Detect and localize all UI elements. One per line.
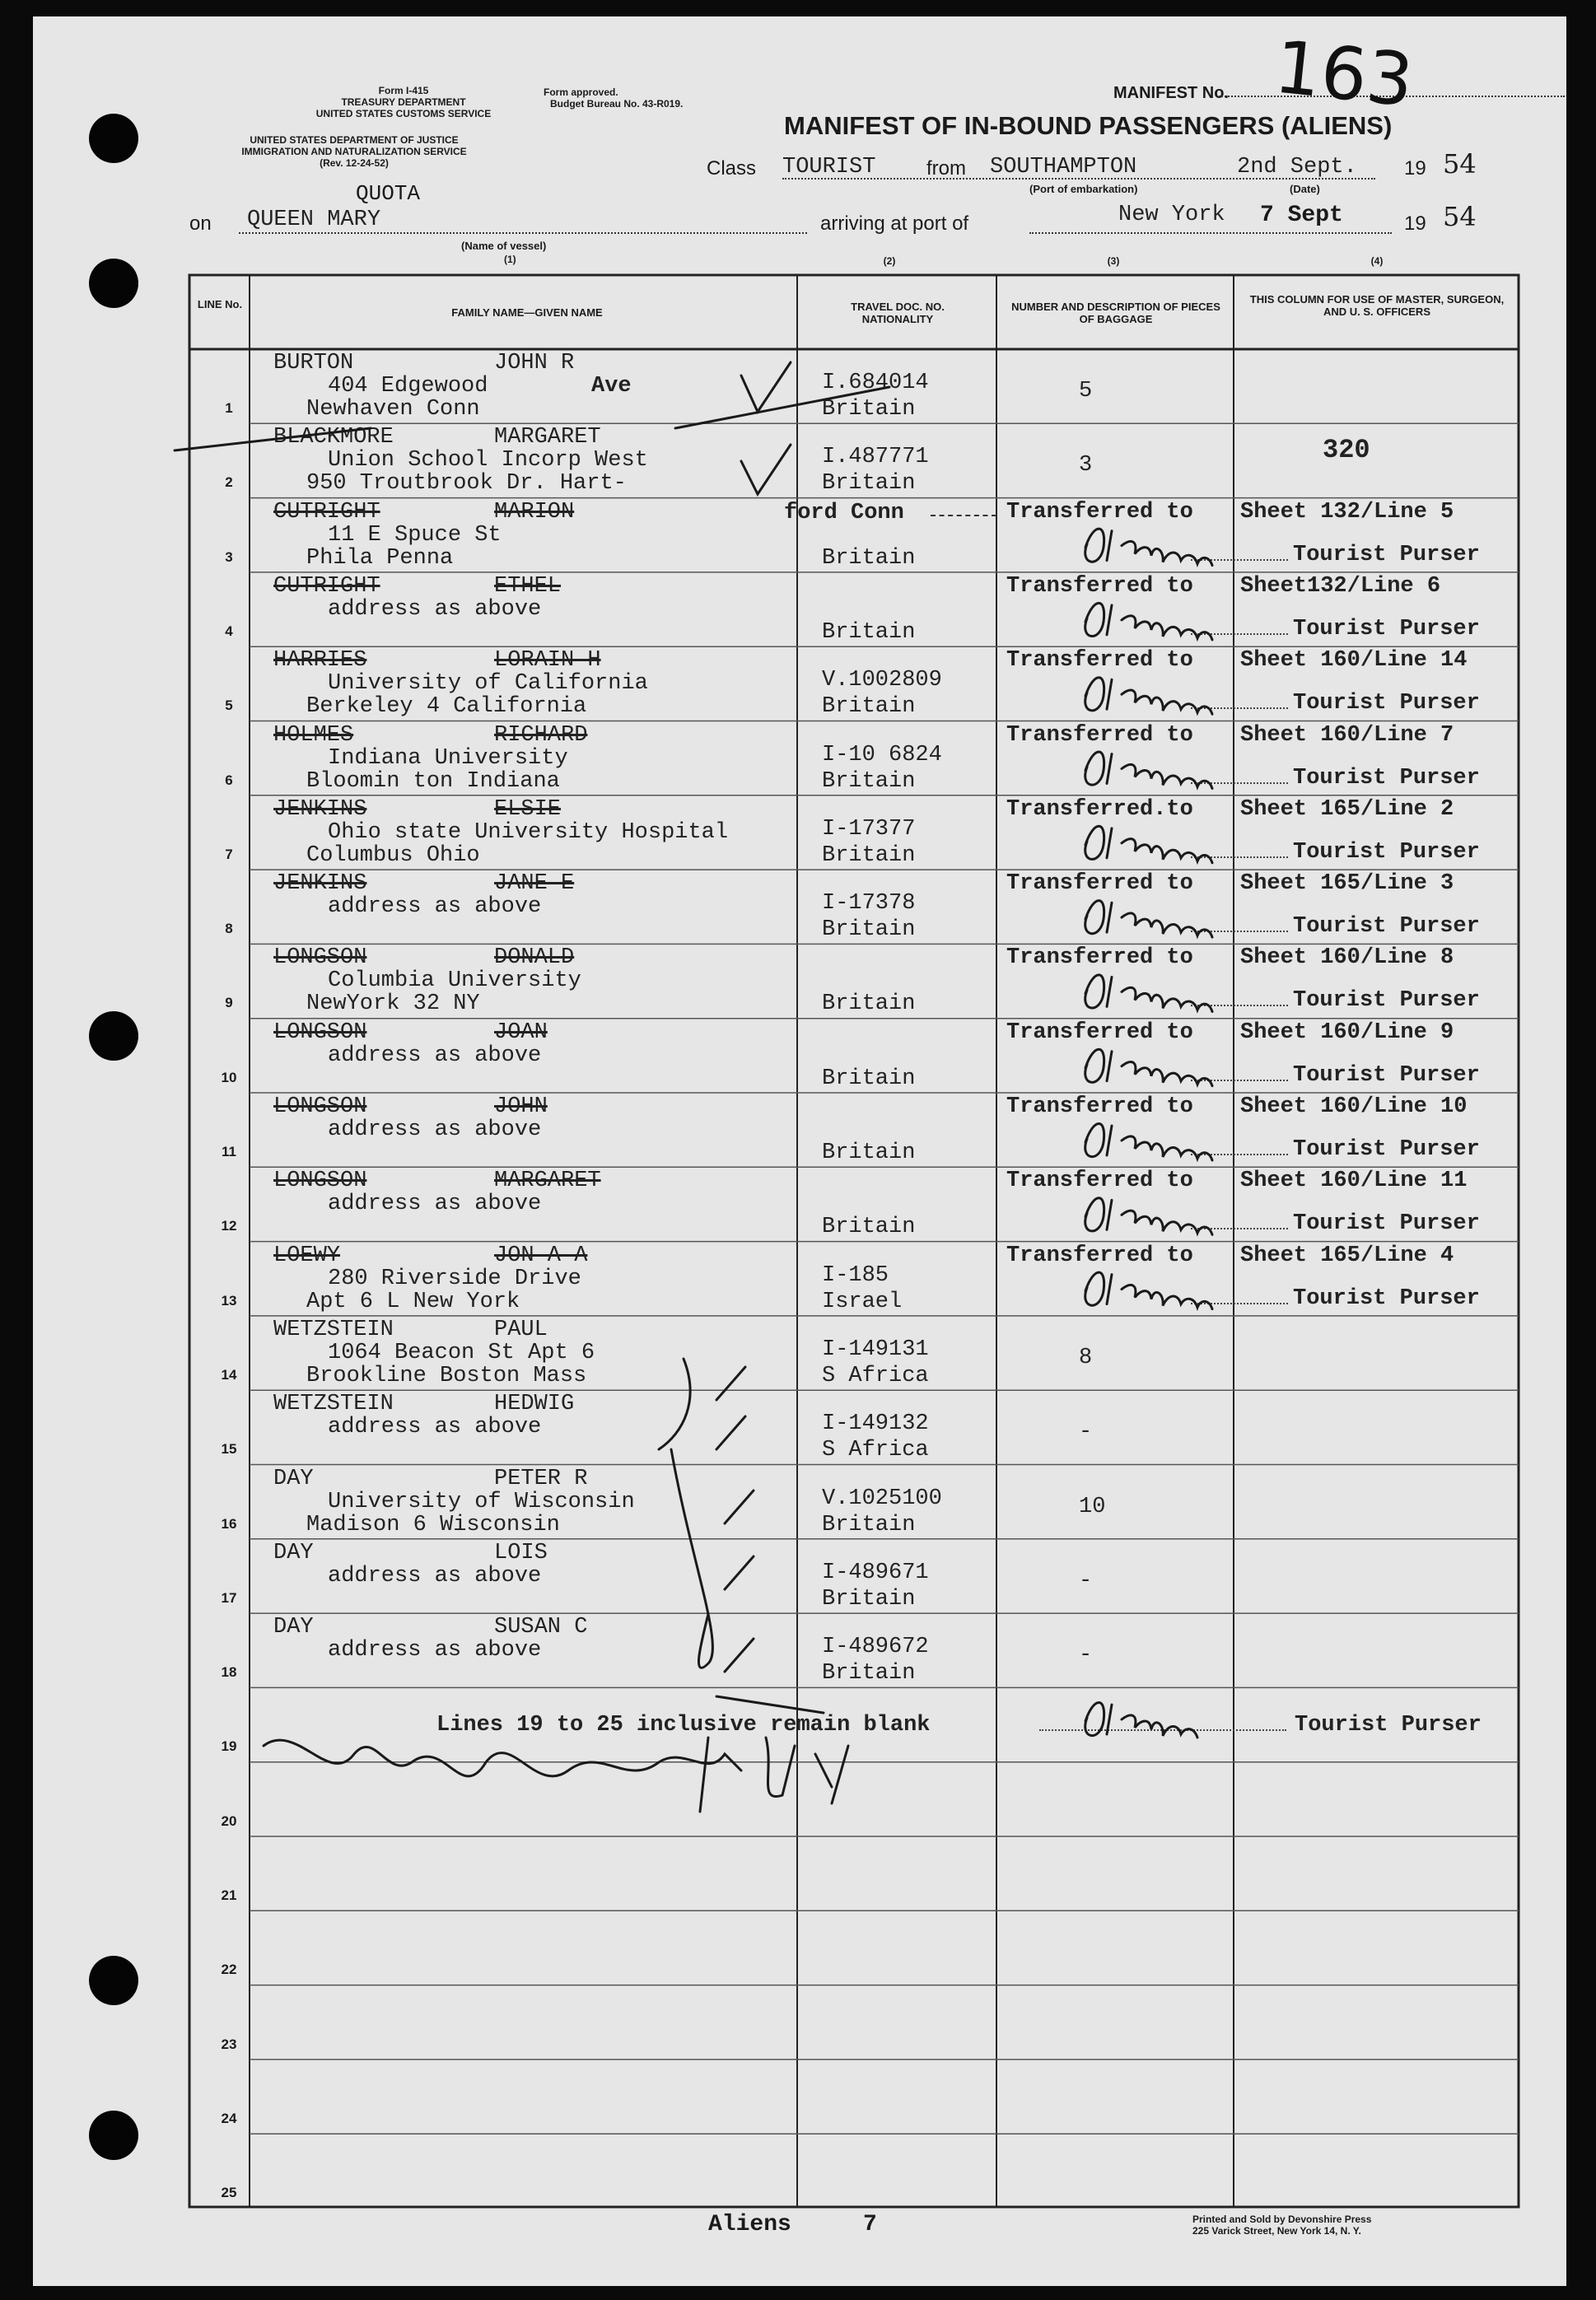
vessel-caption: (Name of vessel) xyxy=(461,240,547,252)
family-name: LONGSON xyxy=(273,1019,367,1045)
address-line-1: Union School Incorp West xyxy=(328,448,648,474)
address-line-1: University of California xyxy=(328,671,648,697)
revision: (Rev. 12-24-52) xyxy=(320,157,389,169)
given-name: LOIS xyxy=(494,1540,548,1565)
officer-note: Sheet 160/Line 8 xyxy=(1240,945,1454,971)
travel-doc-no: I.487771 xyxy=(822,445,929,470)
col2-number: (2) xyxy=(883,255,896,267)
given-name: PETER R xyxy=(494,1466,588,1491)
address-line-2: Newhaven Conn xyxy=(306,397,480,422)
address-line-2: Bloomin ton Indiana xyxy=(306,768,560,794)
line-number: 9 xyxy=(225,995,233,1011)
nationality: Britain xyxy=(822,694,916,720)
officer-purser: Tourist Purser xyxy=(1293,988,1480,1014)
officer-note: Sheet 165/Line 2 xyxy=(1240,796,1454,822)
officer-note: 320 xyxy=(1323,435,1370,466)
given-name: JOAN xyxy=(494,1019,548,1045)
baggage: Transferred to xyxy=(1006,722,1193,748)
year-prefix-1: 19 xyxy=(1404,157,1426,180)
officer-note: Sheet 132/Line 5 xyxy=(1240,499,1454,525)
given-name: SUSAN C xyxy=(494,1615,588,1640)
address-line-1: address as above xyxy=(328,1043,542,1068)
baggage: 8 xyxy=(1079,1345,1093,1370)
baggage: 10 xyxy=(1079,1494,1106,1519)
officer-note: Sheet 160/Line 10 xyxy=(1240,1094,1468,1119)
family-name: WETZSTEIN xyxy=(273,1317,394,1342)
address-line-1: 280 Riverside Drive xyxy=(328,1266,581,1291)
header-line-no: LINE No. xyxy=(197,298,243,310)
address-line-1: 1064 Beacon St Apt 6 xyxy=(328,1340,595,1365)
port-of-embarkation: SOUTHAMPTON xyxy=(990,155,1137,180)
officer-note: Sheet 160/Line 14 xyxy=(1240,648,1468,674)
line-number: 3 xyxy=(225,548,233,565)
family-name: HOLMES xyxy=(273,722,354,748)
given-name: ETHEL xyxy=(494,573,562,599)
family-name: BURTON xyxy=(273,351,354,376)
given-name: MARGARET xyxy=(494,425,601,450)
date-caption: (Date) xyxy=(1290,183,1320,195)
travel-doc-no: I-185 xyxy=(822,1262,889,1288)
address-line-2: Phila Penna xyxy=(306,545,454,571)
line-number: 1 xyxy=(225,400,233,416)
arrival-port: New York xyxy=(1118,203,1225,227)
class-value: TOURIST xyxy=(782,155,876,180)
line-number: 16 xyxy=(221,1515,237,1532)
nationality: Britain xyxy=(822,545,916,571)
travel-doc-no: V.1025100 xyxy=(822,1486,942,1511)
family-name: LONGSON xyxy=(273,1169,367,1194)
address-line-1: address as above xyxy=(328,894,542,920)
line-number: 14 xyxy=(221,1366,237,1383)
family-name: BLACKMORE xyxy=(273,425,394,450)
address-line-1: address as above xyxy=(328,1638,542,1663)
purser-initials xyxy=(1085,1703,1197,1738)
nationality: Britain xyxy=(822,619,916,645)
address-line-1: Columbia University xyxy=(328,968,581,994)
year-prefix-2: 19 xyxy=(1404,212,1426,235)
class-label: Class xyxy=(707,157,757,180)
family-name: HARRIES xyxy=(273,648,367,674)
from-label: from xyxy=(926,157,966,180)
officer-note: Sheet 160/Line 11 xyxy=(1240,1169,1468,1194)
given-name: JANE E xyxy=(494,871,575,897)
line-number: 21 xyxy=(221,1887,237,1903)
purser-initials xyxy=(1085,826,1212,863)
address-line-2: Apt 6 L New York xyxy=(306,1289,520,1314)
family-name: JENKINS xyxy=(273,871,367,897)
given-name: JON A A xyxy=(494,1243,588,1268)
officer-purser: Tourist Purser xyxy=(1293,542,1480,567)
ins-service: IMMIGRATION AND NATURALIZATION SERVICE xyxy=(241,146,467,157)
officer-purser: Tourist Purser xyxy=(1293,691,1480,716)
manifest-title: MANIFEST OF IN-BOUND PASSENGERS (ALIENS) xyxy=(784,111,1393,140)
travel-doc-no: I-149132 xyxy=(822,1411,929,1437)
line-number: 2 xyxy=(225,474,233,491)
vessel-name: QUEEN MARY xyxy=(247,208,381,232)
line-number: 11 xyxy=(222,1144,236,1159)
purser-initials xyxy=(1085,752,1212,789)
address-line-2: 950 Troutbrook Dr. Hart- xyxy=(306,471,627,497)
officer-purser: Tourist Purser xyxy=(1293,765,1480,791)
given-name: JOHN R xyxy=(494,351,575,376)
embark-date: 2nd Sept. xyxy=(1237,155,1357,180)
travel-doc-no: I-489672 xyxy=(822,1635,929,1660)
line-number: 22 xyxy=(221,1962,237,1978)
col1-number: (1) xyxy=(504,254,516,265)
family-name: CUTRIGHT xyxy=(273,499,380,525)
given-name: ELSIE xyxy=(494,796,562,822)
line-number: 8 xyxy=(225,921,233,937)
officer-note: Sheet 165/Line 3 xyxy=(1240,871,1454,897)
travel-doc-no: I-10 6824 xyxy=(822,742,942,767)
given-name: JOHN xyxy=(494,1094,548,1119)
purser-initials xyxy=(1085,901,1212,938)
given-name: RICHARD xyxy=(494,722,588,748)
nationality: Britain xyxy=(822,1512,916,1537)
address-line-2: Brookline Boston Mass xyxy=(306,1363,587,1388)
given-name: HEDWIG xyxy=(494,1392,575,1417)
line-number: 4 xyxy=(225,623,233,639)
address-line-2: NewYork 32 NY xyxy=(306,991,480,1017)
officer-purser: Tourist Purser xyxy=(1293,914,1480,940)
address-line-1: Ohio state University Hospital xyxy=(328,819,729,845)
baggage: Transferred to xyxy=(1006,1019,1193,1045)
nationality: S Africa xyxy=(822,1438,929,1463)
line-number: 13 xyxy=(221,1292,237,1309)
travel-doc-no: I.684014 xyxy=(822,371,929,395)
line-number: 19 xyxy=(221,1738,237,1755)
address-line-1: 11 E Spuce St xyxy=(328,522,502,548)
address-line-1: 404 Edgewood xyxy=(328,374,488,399)
baggage: 5 xyxy=(1079,379,1093,404)
line-number: 10 xyxy=(221,1069,237,1085)
purser-initials xyxy=(1085,1049,1212,1086)
baggage: Transferred to xyxy=(1006,499,1193,525)
year-2: 54 xyxy=(1443,201,1477,232)
nationality: Britain xyxy=(822,397,916,422)
address-line-2: Madison 6 Wisconsin xyxy=(306,1512,560,1537)
printer-line-2: 225 Varick Street, New York 14, N. Y. xyxy=(1192,2225,1361,2237)
baggage: Transferred to xyxy=(1006,1094,1193,1119)
family-name: DAY xyxy=(273,1540,314,1565)
family-name: JENKINS xyxy=(273,796,367,822)
travel-doc-no: I-17377 xyxy=(822,816,916,842)
header-baggage: NUMBER AND DESCRIPTION OF PIECES OF BAGGAGE xyxy=(1011,301,1220,325)
line-number: 18 xyxy=(221,1664,237,1681)
nationality: Britain xyxy=(822,1661,916,1687)
address-line-1-suffix: Ave xyxy=(591,374,632,399)
line-number: 6 xyxy=(225,772,233,788)
address-line-1: address as above xyxy=(328,1192,542,1217)
baggage: Transferred to xyxy=(1006,648,1193,674)
officer-purser: Tourist Purser xyxy=(1293,1285,1480,1311)
nationality: Britain xyxy=(822,917,916,943)
travel-doc-no: I-17378 xyxy=(822,891,916,917)
address-line-1: University of Wisconsin xyxy=(328,1489,635,1514)
aliens-label: Aliens xyxy=(708,2212,791,2237)
blank-lines-note: Lines 19 to 25 inclusive remain blank xyxy=(436,1713,931,1738)
customs-service: UNITED STATES CUSTOMS SERVICE xyxy=(315,108,492,119)
given-name: DONALD xyxy=(494,945,575,971)
treasury-dept: TREASURY DEPARTMENT xyxy=(341,96,466,108)
year-1: 54 xyxy=(1443,148,1477,180)
address-line-2: Columbus Ohio xyxy=(306,842,480,868)
baggage: 3 xyxy=(1079,453,1093,478)
family-name: LOEWY xyxy=(273,1243,341,1268)
line-number: 12 xyxy=(221,1218,237,1234)
form-number: Form I-415 xyxy=(378,85,429,96)
given-name: PAUL xyxy=(494,1317,548,1342)
family-name: DAY xyxy=(273,1615,314,1640)
travel-doc-no: I-149131 xyxy=(822,1337,929,1362)
baggage: Transferred to xyxy=(1006,1243,1193,1268)
nationality: Israel xyxy=(822,1289,903,1314)
blank-note-purser: Tourist Purser xyxy=(1295,1713,1482,1738)
family-name: CUTRIGHT xyxy=(273,573,380,599)
family-name: LONGSON xyxy=(273,945,367,971)
arriving-label: arriving at port of xyxy=(820,212,969,235)
header-travel-doc: TRAVEL DOC. NO. NATIONALITY xyxy=(851,301,945,325)
nationality: Britain xyxy=(822,1586,916,1612)
officer-purser: Tourist Purser xyxy=(1293,1137,1480,1162)
line-number: 24 xyxy=(221,2110,237,2126)
baggage: Transferred to xyxy=(1006,1169,1193,1194)
nationality: Britain xyxy=(822,842,916,868)
purser-initials xyxy=(1085,603,1212,640)
baggage: Transferred to xyxy=(1006,871,1193,897)
port-caption: (Port of embarkation) xyxy=(1029,183,1138,195)
officer-purser: Tourist Purser xyxy=(1293,839,1480,865)
budget-bureau: Budget Bureau No. 43-R019. xyxy=(550,98,684,110)
line-number: 25 xyxy=(221,2185,237,2201)
line-number: 15 xyxy=(221,1441,237,1458)
family-name: WETZSTEIN xyxy=(273,1392,394,1417)
line-number: 17 xyxy=(221,1589,237,1606)
line-number: 7 xyxy=(225,846,233,862)
header-officers: THIS COLUMN FOR USE OF MASTER, SURGEON, AND U. S. OFFICERS xyxy=(1249,293,1505,318)
given-name: LORAIN H xyxy=(494,648,601,674)
officer-note: Sheet 160/Line 9 xyxy=(1240,1019,1454,1045)
on-label: on xyxy=(189,212,212,235)
purser-initials xyxy=(1085,1198,1212,1235)
purser-initials xyxy=(1085,678,1212,715)
baggage: Transferred.to xyxy=(1006,796,1193,822)
address-line-1: Indiana University xyxy=(328,745,568,771)
address-line-1: address as above xyxy=(328,596,542,622)
baggage: Transferred to xyxy=(1006,945,1193,971)
arrival-date: 7 Sept xyxy=(1260,203,1343,228)
nationality: Britain xyxy=(822,1066,916,1091)
address-line-1: address as above xyxy=(328,1563,542,1589)
manifest-number: 163 xyxy=(1271,24,1417,124)
officer-note: Sheet132/Line 6 xyxy=(1240,573,1441,599)
line-number: 23 xyxy=(221,2036,237,2052)
nationality: Britain xyxy=(822,768,916,794)
officer-purser: Tourist Purser xyxy=(1293,616,1480,641)
purser-initials xyxy=(1085,1272,1212,1309)
officer-note: Sheet 165/Line 4 xyxy=(1240,1243,1454,1268)
officer-note: Sheet 160/Line 7 xyxy=(1240,722,1454,748)
nationality: Britain xyxy=(822,471,916,497)
justice-dept: UNITED STATES DEPARTMENT OF JUSTICE xyxy=(250,134,459,146)
nationality: S Africa xyxy=(822,1363,929,1388)
col4-number: (4) xyxy=(1370,255,1384,267)
nationality: Britain xyxy=(822,1215,916,1240)
address-line-1: address as above xyxy=(328,1117,542,1142)
aliens-count: 7 xyxy=(863,2212,877,2237)
purser-initials xyxy=(1085,529,1212,566)
form-approved: Form approved. xyxy=(544,86,618,98)
address-line-2: Berkeley 4 California xyxy=(306,694,587,720)
family-name: LONGSON xyxy=(273,1094,367,1119)
given-name: MARION xyxy=(494,499,575,525)
col3-number: (3) xyxy=(1107,255,1120,267)
officer-purser: Tourist Purser xyxy=(1293,1211,1480,1237)
travel-doc-no: I-489671 xyxy=(822,1560,929,1585)
line-number: 20 xyxy=(221,1812,237,1829)
printer-line-1: Printed and Sold by Devonshire Press xyxy=(1192,2214,1372,2225)
line-number: 5 xyxy=(225,697,233,714)
header-name: FAMILY NAME—GIVEN NAME xyxy=(451,306,603,319)
baggage: Transferred to xyxy=(1006,573,1193,599)
baggage: - xyxy=(1079,1643,1093,1668)
purser-initials xyxy=(1085,975,1212,1012)
nationality: Britain xyxy=(822,991,916,1017)
purser-initials xyxy=(1085,1124,1212,1161)
family-name: DAY xyxy=(273,1466,314,1491)
officer-purser: Tourist Purser xyxy=(1293,1062,1480,1088)
baggage: - xyxy=(1079,1568,1093,1593)
nationality: Britain xyxy=(822,1141,916,1165)
address-continuation: ford Conn xyxy=(784,501,904,525)
address-line-1: address as above xyxy=(328,1415,542,1440)
given-name: MARGARET xyxy=(494,1169,601,1194)
travel-doc-no: V.1002809 xyxy=(822,668,942,693)
baggage: - xyxy=(1079,1420,1093,1445)
quota-label: QUOTA xyxy=(356,181,421,206)
manifest-label: MANIFEST No. xyxy=(1113,84,1229,102)
